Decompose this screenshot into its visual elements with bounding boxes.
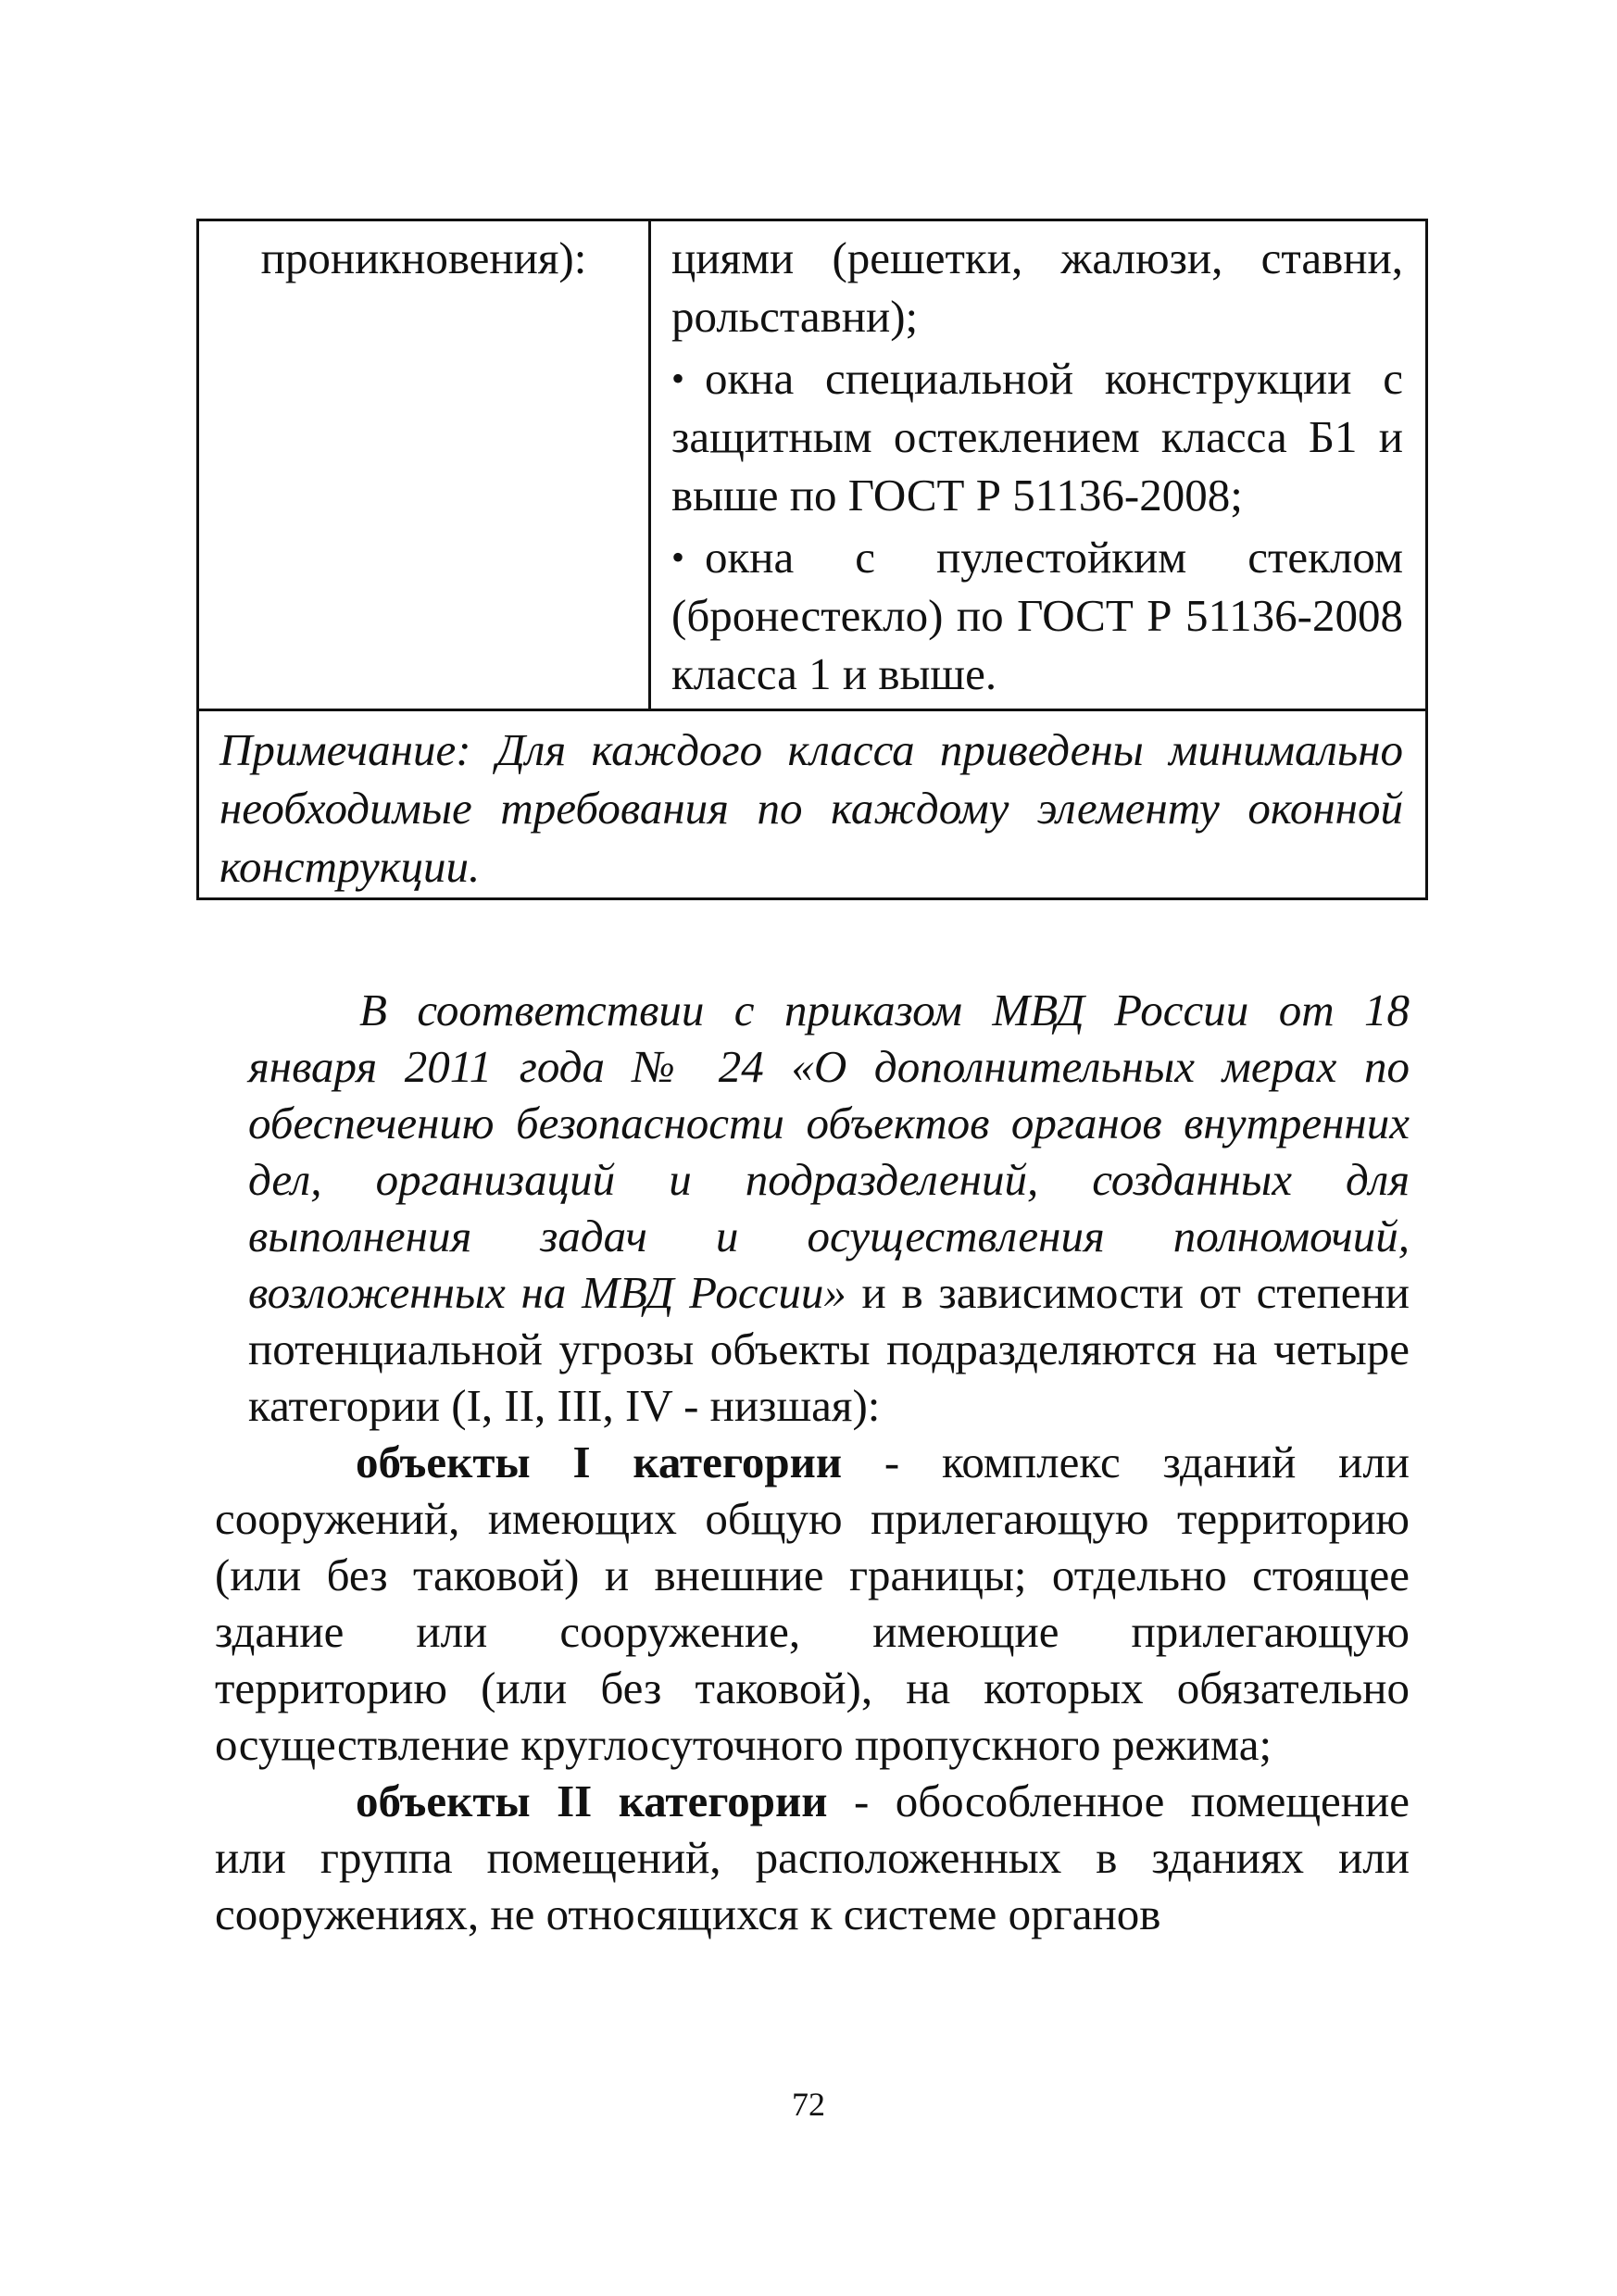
page-number: 72	[792, 2086, 825, 2123]
order-reference: В соответствии с приказом МВД России от 18 января 2011 года № 24 «О дополнительных мерах по обеспечению безопасности объектов органов внутренних дел, организаций и подразделений, созданных для выполнения задач и осуществления полномочий, возложенных на МВД России»	[248, 985, 1410, 1318]
requirements-continuation: циями (решетки, жалюзи, ставни, рольставни);	[671, 232, 1403, 342]
category-2-term: объекты II категории	[356, 1775, 828, 1826]
table-note-row	[198, 710, 1427, 899]
table-cell-category	[198, 220, 650, 710]
bullet-icon: •	[671, 536, 685, 578]
category-2-text: - обособленное помещение или группа помещений, расположенных в зданиях или сооружениях, не относящихся к системе органов	[215, 1775, 1410, 1939]
intro-text: и в зависимости от степени потенциальной угрозы объекты подразделяются на четыре категории (I, II, III, IV - низшая):	[248, 1267, 1410, 1431]
category-1-text: - комплекс зданий или сооружений, имеющих общую прилегающую территорию (или без таковой) и внешние границы; отдельно стоящее здание или сооружение, имеющие прилегающую территорию (или без таковой), на которых обязательно осуществление круглосуточного пропускного режима;	[215, 1437, 1410, 1770]
category-1-term: объекты I категории	[356, 1437, 843, 1487]
table-cell-category-text: проникновения):	[260, 232, 587, 283]
specification-table	[196, 219, 1428, 900]
table-row	[198, 220, 1427, 710]
list-item-text: окна с пулестойким стеклом (бронестекло) по ГОСТ Р 51136-2008 класса 1 и выше.	[671, 532, 1403, 699]
list-item-text: окна специальной конструкции с защитным остеклением класса Б1 и выше по ГОСТ Р 51136-2008;	[671, 353, 1403, 521]
list-item	[671, 349, 1403, 524]
list-item	[671, 528, 1403, 703]
body-text	[215, 982, 1410, 1942]
table-cell-requirements	[650, 220, 1427, 710]
intro-paragraph	[215, 982, 1410, 1434]
table-note: Примечание: Для каждого класса приведены минимально необходимые требования по каждому элементу оконной конструкции.	[198, 710, 1427, 899]
category-1-paragraph	[215, 1434, 1410, 1773]
bullet-icon: •	[671, 358, 685, 399]
category-2-paragraph	[215, 1773, 1410, 1942]
